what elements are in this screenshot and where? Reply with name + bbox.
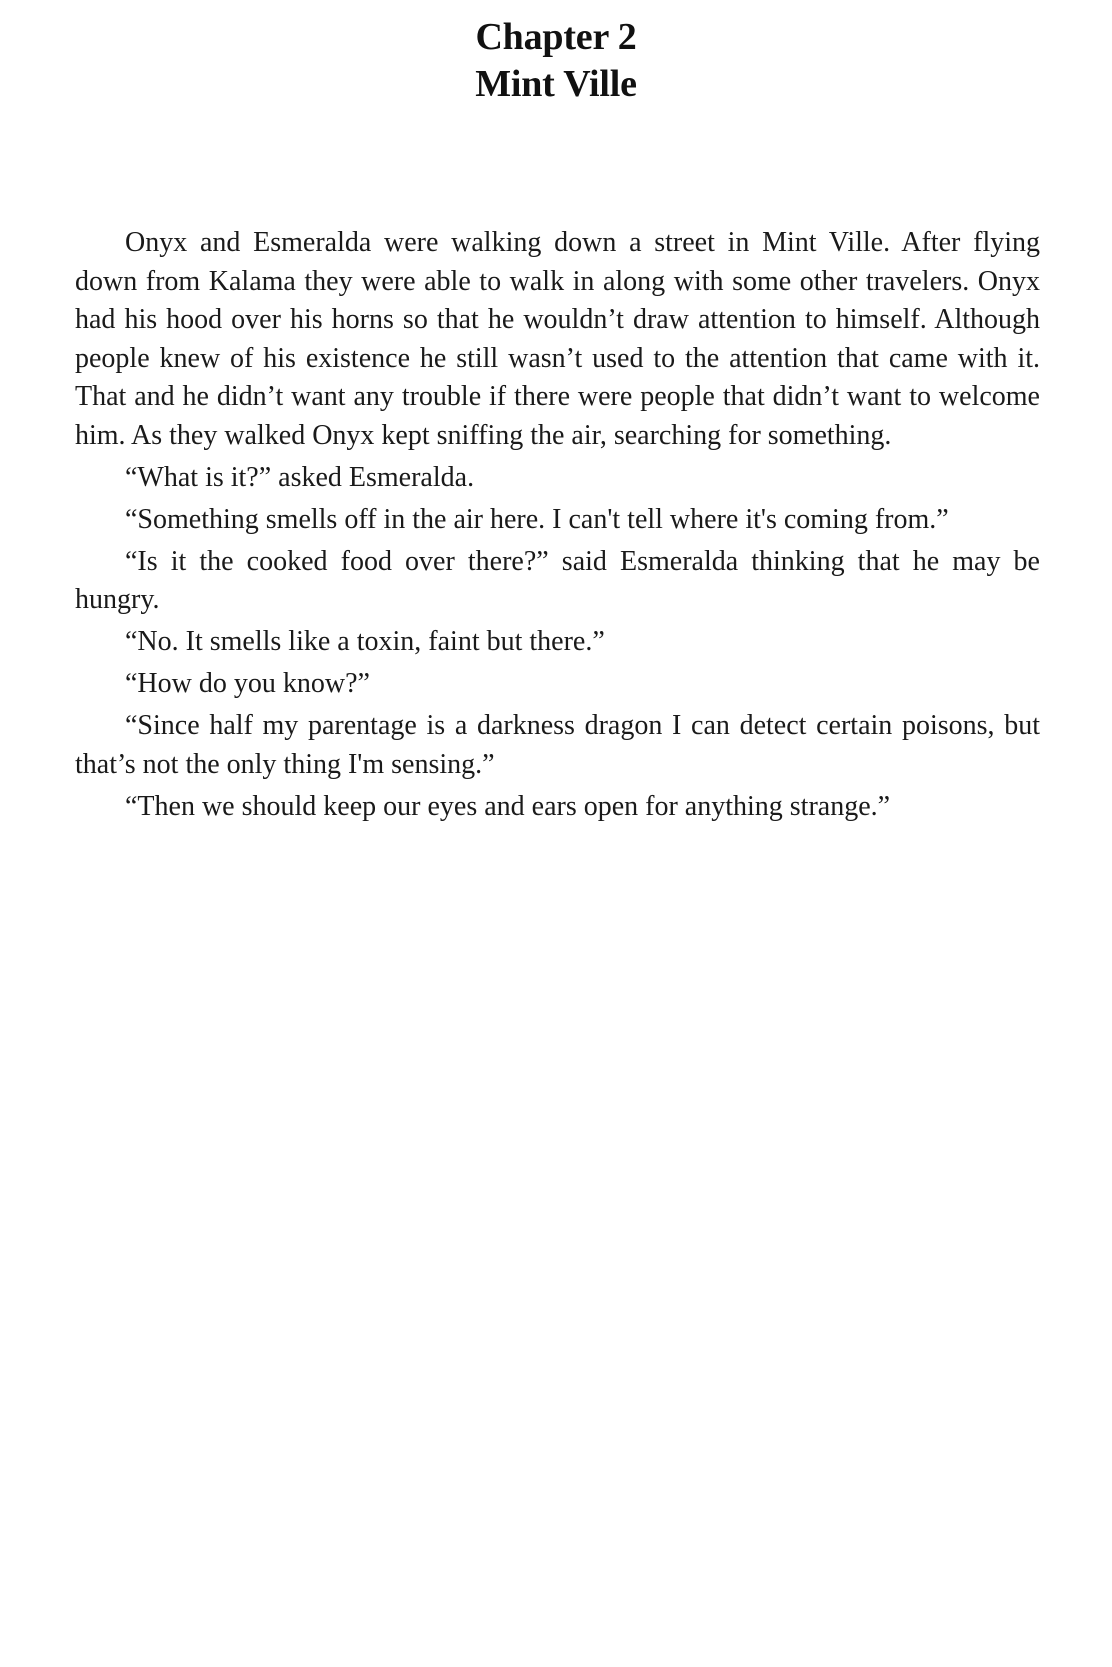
paragraph: Onyx and Esmeralda were walking down a street in Mint Ville. After flying down from Kalama they were able to walk in along with some other travelers. Onyx had his hood over his horns so that he wouldn’t draw attention to himself. Although people knew of his existence he still wasn’t used to the attention that came with it. That and he didn’t want any trouble if there were people that didn’t want to welcome him. As they walked Onyx kept sniffing the air, searching for something. xyxy=(75,227,1040,451)
chapter-body xyxy=(75,224,1040,830)
chapter-number: Chapter 2 xyxy=(475,16,637,58)
paragraph: “Then we should keep our eyes and ears open for anything strange.” xyxy=(125,790,891,822)
paragraph: “What is it?” asked Esmeralda. xyxy=(125,461,475,493)
paragraph: “Is it the cooked food over there?” said Esmeralda thinking that he may be hungry. xyxy=(75,545,1040,615)
chapter-title: Mint Ville xyxy=(475,63,637,105)
paragraph: “Since half my parentage is a darkness dragon I can detect certain poisons, but that’s not the only thing I'm sensing.” xyxy=(75,710,1040,780)
chapter-heading xyxy=(0,14,1112,108)
paragraph: “How do you know?” xyxy=(125,668,370,699)
paragraph: “No. It smells like a toxin, faint but there.” xyxy=(125,626,605,657)
paragraph: “Something smells off in the air here. I can't tell where it's coming from.” xyxy=(125,503,949,535)
